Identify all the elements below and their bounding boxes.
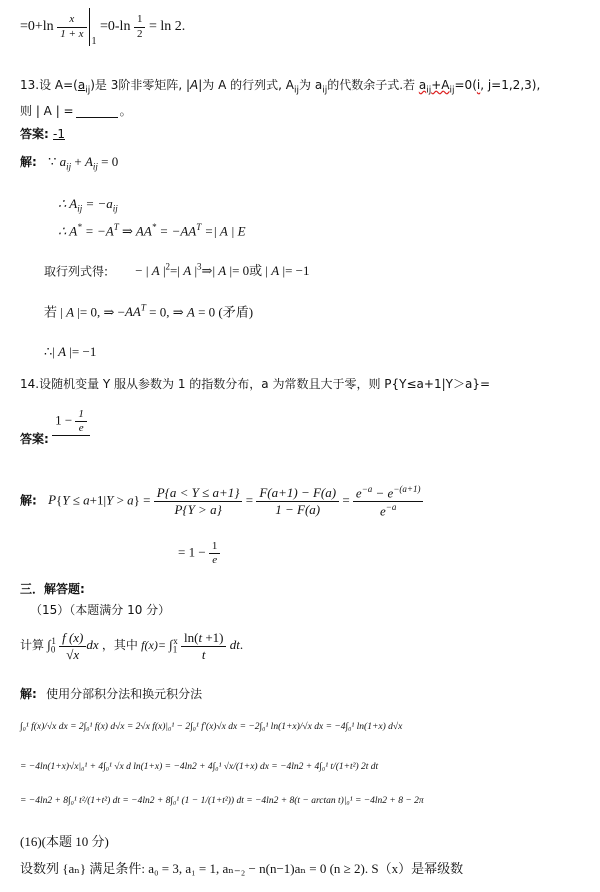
question-13-line-2: 则 | A | = 。 (20, 104, 132, 118)
solution-15-header: 解: 使用分部积分法和换元积分法 (20, 687, 203, 701)
q13-prompt: 则 | A | = (20, 104, 74, 118)
solution-14-line-1: 解: P{Y ≤ a+1|Y > a} = $\frac{P\{a < Y \le a+1\}}{P\{Y > a\}}$ = $\frac{F(a+1) - F(a)}{1 - F(a)}$ = $\frac{e^{-a} - e^{-(a+1)}}{e^{-a}}$ (20, 484, 423, 519)
section-3-title: 三．解答题: (20, 582, 85, 596)
answer-14: 答案: 1 − $\frac{1}{e}$ (20, 408, 90, 447)
solution-13-line-4: 取行列式得: − | A $|^2=|$ A $|^3\Rightarrow|$ A |= 0或 | A |= −1 (44, 262, 310, 279)
answer-13: 答案: -1 (20, 127, 65, 141)
question-16: 设数列 {aₙ} 满足条件: a₀ = 3, a₁ = 1, aₙ₋₂ − n(n−1)aₙ = 0 (n ≥ 2). S（x）是幂级数 (20, 861, 464, 876)
solution-13-line-5: 若 | A |= 0, ⇒ $-AA^T = 0$, ⇒ A = 0 (矛盾) (44, 303, 254, 320)
question-16-header: (16)(本题 10 分) (20, 834, 109, 849)
answer-13-value: -1 (53, 127, 65, 141)
formula-line-1: =0+ln $\frac{x}{1 + x}$ $_1$ =0-ln $\frac{1}{2}$ = ln 2. (20, 8, 185, 48)
solution-13-line-6: ∴| A |= −1 (44, 344, 97, 359)
solution-13-line-1: 解: ∵ $a_{ij} + A_{ij} = 0$ (20, 154, 119, 172)
solution-15-eq-3: = −4ln2 + 8∫₀¹ t²/(1+t²) dt = −4ln2 + 8∫₀¹ (1 − 1/(1+t²)) dt = −4ln2 + 8(t − arctan t)|₀¹ = −4ln2 + 8 − 2π (20, 796, 424, 806)
question-14: 14.设随机变量 Y 服从参数为 1 的指数分布，a 为常数且大于零，则 P{Y≤a+1|Y＞a}= (20, 377, 491, 391)
question-13-line-1: 13.设 $A=(a_{ij})$是 3阶非零矩阵, |A|为 A 的行列式, $A_{ij}$为 $a_{ij}$的代数余子式.若 $a_{ij}+A_{ij}=0(i$, j=1,2,3), (20, 78, 541, 96)
solution-13-line-2: ∴ $A_{ij} = -a_{ij}$ (58, 196, 118, 214)
question-15: 计算 $\int_0^1$ $\frac{f (x)}{√x}$ dx ，其中 $f(x)= \int_1^x$ $\frac{\ln(t +1)}{t}$ dt. (20, 630, 244, 662)
solution-15-eq-1: ∫₀¹ f(x)/√x dx = 2∫₀¹ f(x) d√x = 2√x f(x)|₀¹ − 2∫₀¹ f′(x)√x dx = −2∫₀¹ ln(1+x)/√x dx = −4∫₀¹ ln(1+x) d√x (20, 722, 403, 732)
solution-13-line-3: ∴ $A^* = -A^T$ ⇒ $AA^* = -AA^T$ =| A | E (58, 222, 246, 239)
question-15-header: （15）（本题满分 10 分） (30, 603, 171, 617)
answer-blank (76, 105, 118, 118)
solution-14-line-2: = 1 − $\frac{1}{e}$ (178, 540, 220, 567)
solution-15-eq-2: = −4ln(1+x)√x|₀¹ + 4∫₀¹ √x d ln(1+x) = −4ln2 + 4∫₀¹ √x/(1+x) dx = −4ln2 + 4∫₀¹ t/(1+t²) 2t dt (20, 762, 379, 772)
